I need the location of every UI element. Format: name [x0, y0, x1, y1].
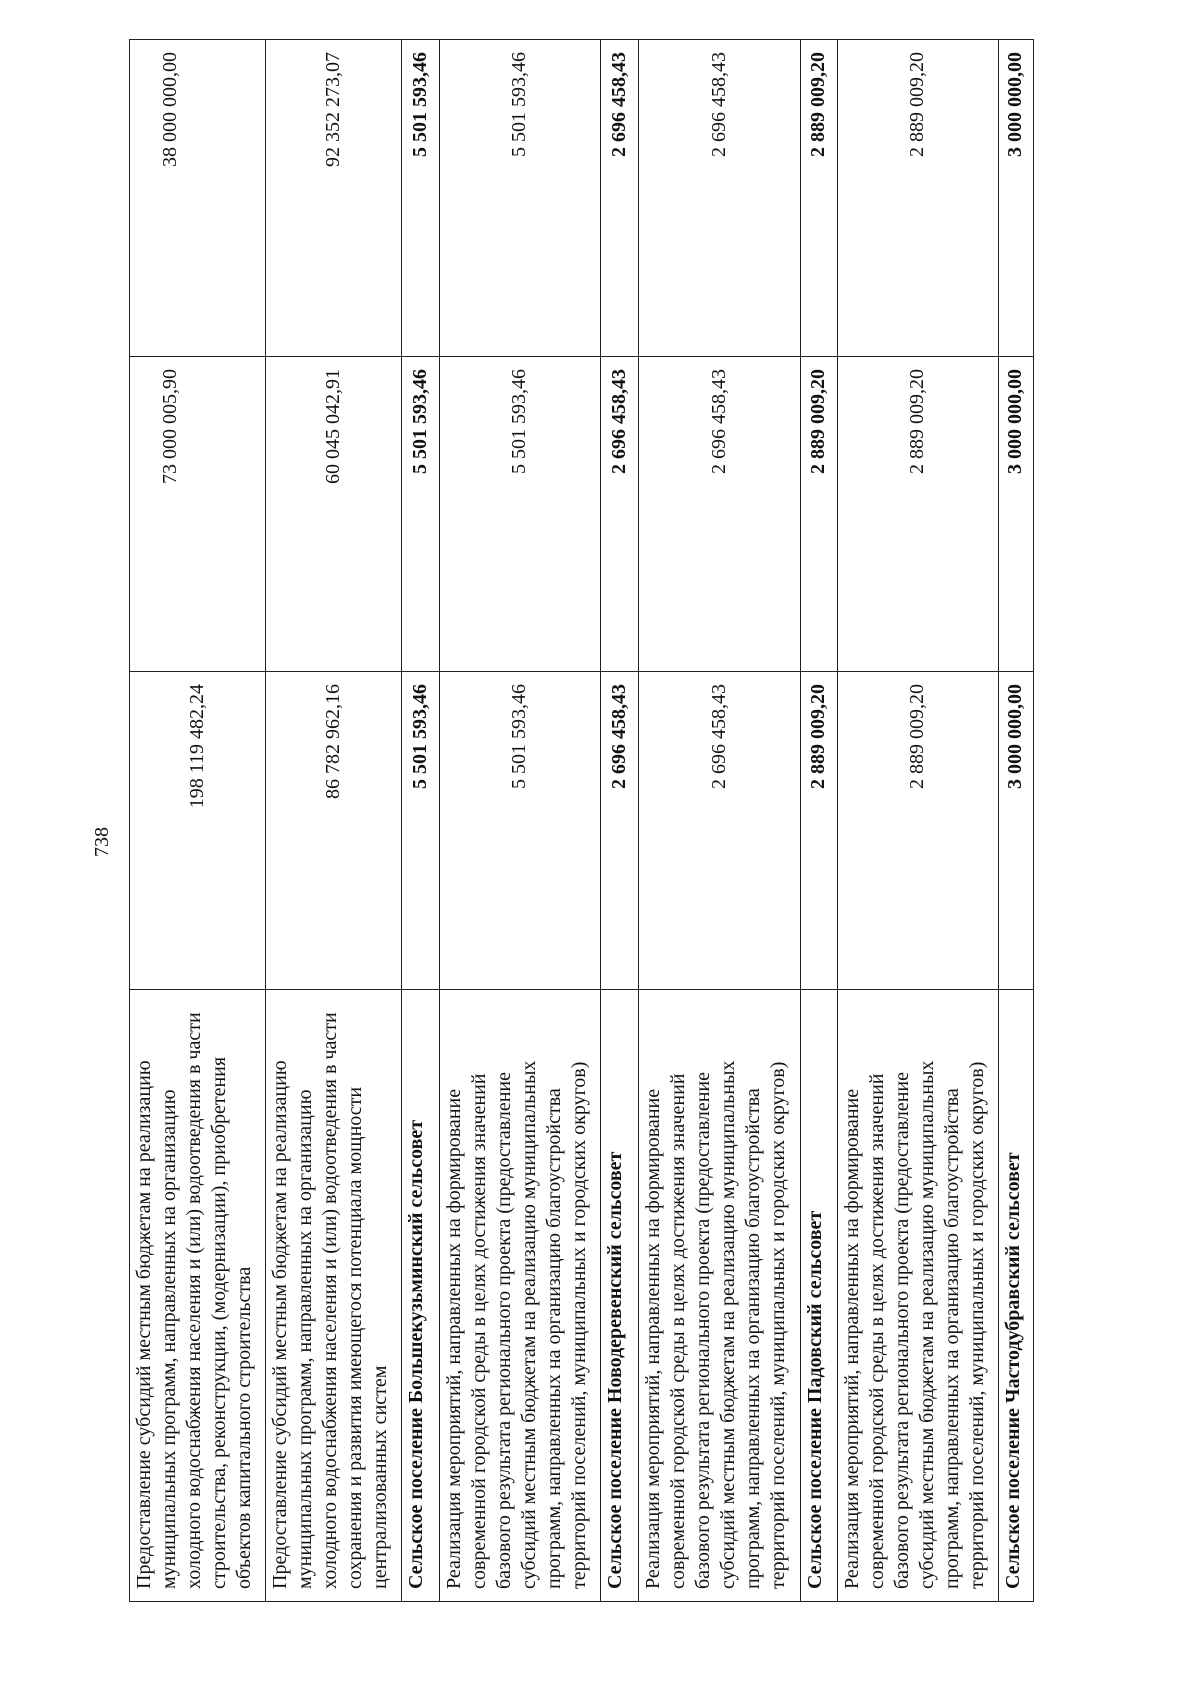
row-value-3: 2 696 458,43: [639, 40, 800, 357]
row-value-3: 5 501 593,46: [439, 40, 600, 357]
row-value-2: 2 696 458,43: [639, 357, 800, 672]
row-value-2: 60 045 042,91: [265, 357, 401, 672]
row-value-3: 92 352 273,07: [265, 40, 401, 357]
table-row: [130, 40, 266, 1602]
row-description: Сельское поселение Новодеревенский сельсовет: [601, 990, 639, 1602]
row-value-1: 3 000 000,00: [998, 672, 1033, 990]
row-value-2: 5 501 593,46: [439, 357, 600, 672]
table-row-subtotal: [998, 40, 1033, 1602]
row-value-3: 2 889 009,20: [800, 40, 837, 357]
row-description: Сельское поселение Частодубравский сельсовет: [998, 990, 1033, 1602]
row-value-1: 2 696 458,43: [639, 672, 800, 990]
row-value-2: 5 501 593,46: [401, 357, 439, 672]
row-value-3: 2 696 458,43: [601, 40, 639, 357]
row-description: Реализация мероприятий, направленных на формирование современной городской среды в целях достижения значений базового результата регионального проекта (предоставление субсидий местным бюджетам на реализацию муниципальных программ, направленных на организацию благоустройства территорий поселений, муниципальных и городских округов): [639, 990, 800, 1602]
table-row: [639, 40, 800, 1602]
row-description: Предоставление субсидий местным бюджетам на реализацию муниципальных программ, направленных на организацию холодного водоснабжения населения и (или) водоотведения в части строительства, реконструкции, (модернизации), приобретения объектов капитального строительства: [130, 990, 266, 1602]
row-value-1: 5 501 593,46: [401, 672, 439, 990]
table-row-subtotal: [800, 40, 837, 1602]
row-value-3: 3 000 000,00: [998, 40, 1033, 357]
row-value-1: 2 889 009,20: [837, 672, 998, 990]
table-row-subtotal: [401, 40, 439, 1602]
row-description: Сельское поселение Большекузьминский сельсовет: [401, 990, 439, 1602]
row-description: Сельское поселение Падовский сельсовет: [800, 990, 837, 1602]
row-description: Предоставление субсидий местным бюджетам на реализацию муниципальных программ, направленных на организацию холодного водоснабжения населения и (или) водоотведения в части сохранения и развития имеющегося потенциала мощности централизованных систем: [265, 990, 401, 1602]
table-row: [265, 40, 401, 1602]
row-value-2: 3 000 000,00: [998, 357, 1033, 672]
row-description: Реализация мероприятий, направленных на формирование современной городской среды в целях достижения значений базового результата регионального проекта (предоставление субсидий местным бюджетам на реализацию муниципальных программ, направленных на организацию благоустройства территорий поселений, муниципальных и городских округов): [439, 990, 600, 1602]
row-value-3: 5 501 593,46: [401, 40, 439, 357]
row-value-1: 5 501 593,46: [439, 672, 600, 990]
page-number: 738: [91, 827, 113, 857]
row-value-1: 2 889 009,20: [800, 672, 837, 990]
table-row: [837, 40, 998, 1602]
table-row-subtotal: [601, 40, 639, 1602]
row-value-2: 2 696 458,43: [601, 357, 639, 672]
row-value-2: 2 889 009,20: [800, 357, 837, 672]
table-row: [439, 40, 600, 1602]
row-value-2: 2 889 009,20: [837, 357, 998, 672]
row-value-3: 2 889 009,20: [837, 40, 998, 357]
budget-table: [129, 39, 1034, 1602]
row-value-1: 2 696 458,43: [601, 672, 639, 990]
row-value-2: 73 000 005,90: [130, 357, 266, 672]
row-value-1: 86 782 962,16: [265, 672, 401, 990]
row-value-3: 38 000 000,00: [130, 40, 266, 357]
budget-table-container: [129, 40, 1034, 1602]
row-value-1: 198 119 482,24: [130, 672, 266, 990]
row-description: Реализация мероприятий, направленных на формирование современной городской среды в целях достижения значений базового результата регионального проекта (предоставление субсидий местным бюджетам на реализацию муниципальных программ, направленных на организацию благоустройства территорий поселений, муниципальных и городских округов): [837, 990, 998, 1602]
